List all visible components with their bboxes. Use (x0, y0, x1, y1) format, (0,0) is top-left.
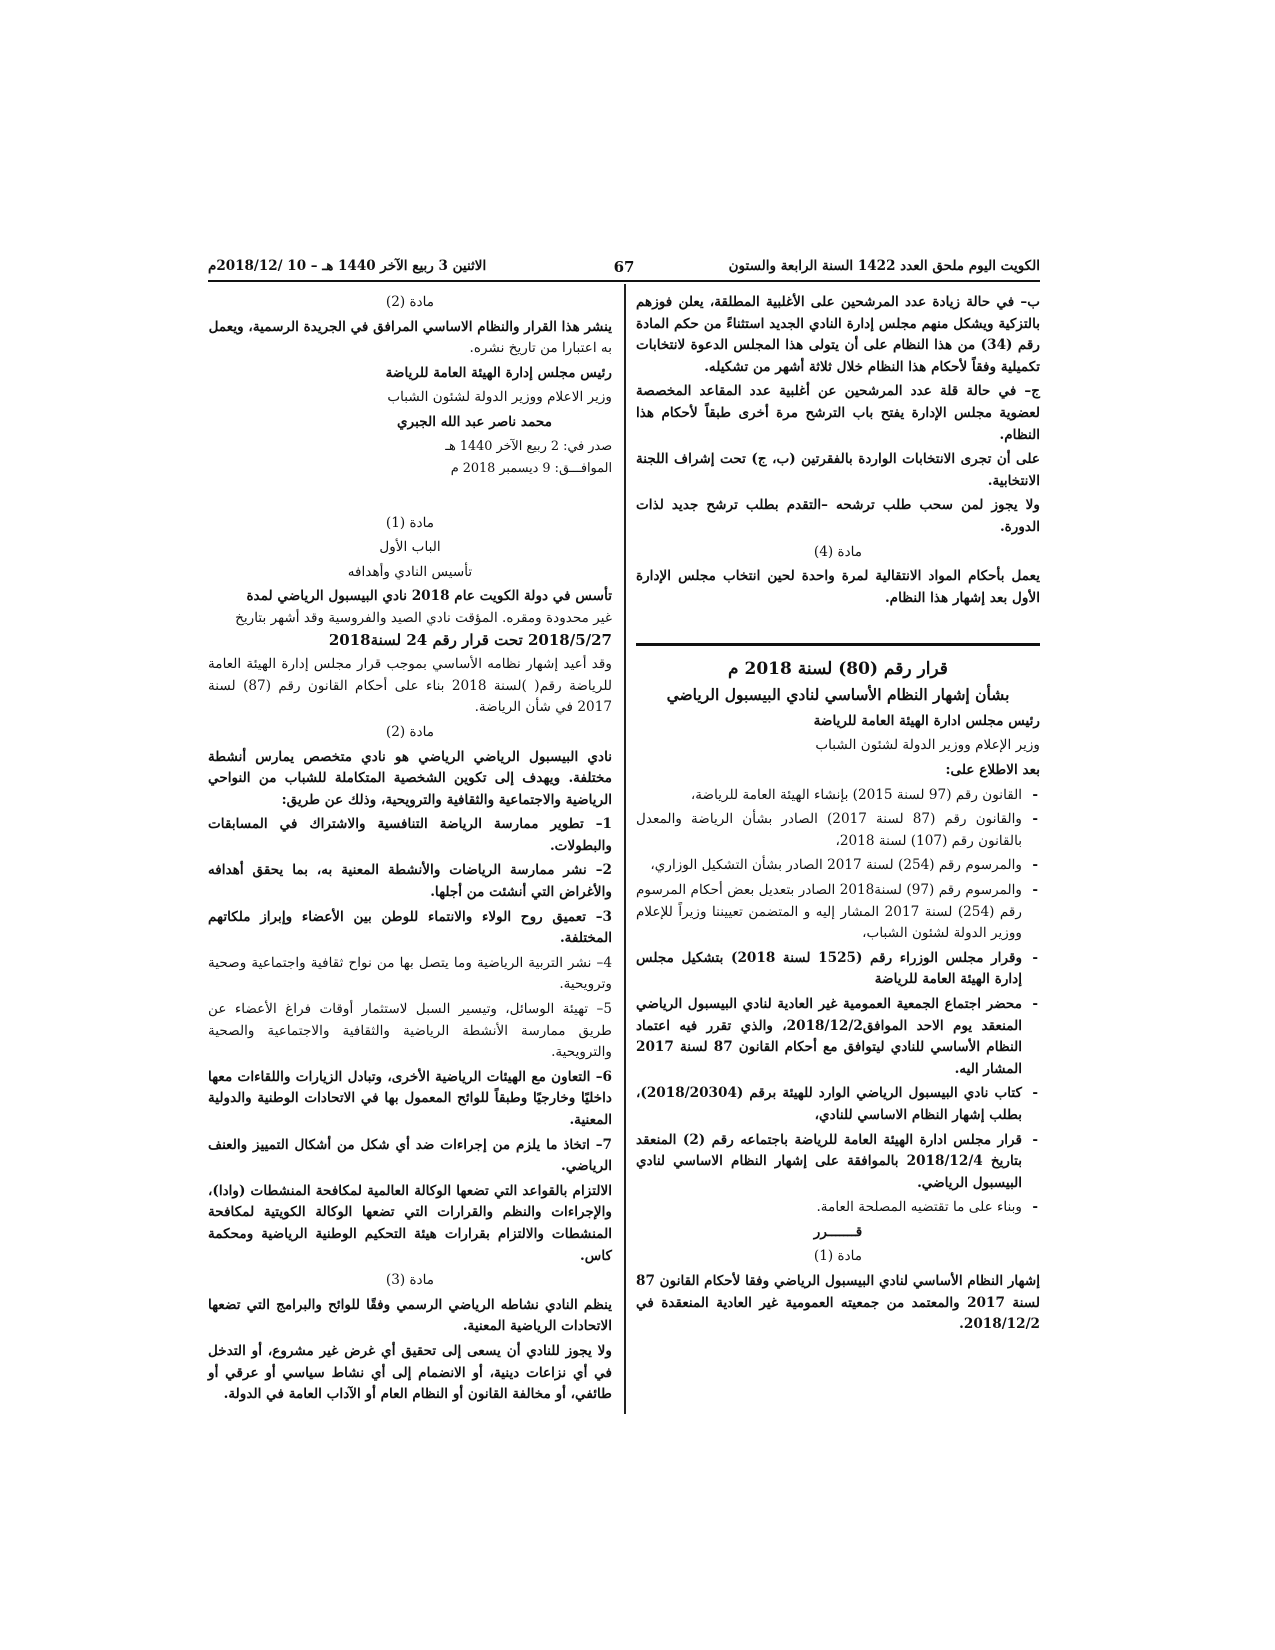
signatory-title-2: وزير الاعلام ووزير الدولة لشئون الشباب (387, 389, 612, 406)
decree-article-2-title: مادة (2) (385, 294, 435, 310)
founding-date: 2018/5/27 تحت قرار رقم 24 لسنة2018 (328, 630, 612, 649)
withdraw-rule: ولا يجوز لمن سحب طلب ترشحه –التقدم بطلب ترشح جديد لذات الدورة. (636, 497, 1040, 535)
review-item: - كتاب نادي البيسبول الرياضي الوارد للهيئة برقم (2018/20304)، بطلب إشهار النظام الاساسي للنادي، (636, 1083, 1040, 1126)
goal-item: 6– التعاون مع الهيئات الرياضية الأخرى، وتبادل الزيارات واللقاءات معها داخليًا وخارجيًا وطبقاً للوائح المعمول بها في الاتحادات الوطنية والدولية المعنية. (208, 1068, 612, 1128)
review-item: - والمرسوم رقم (97) لسنة2018 الصادر بتعديل بعض أحكام المرسوم رقم (254) لسنة 2017 المشار إليه و المتضمن تعييننا وزيراً للإعلام ووزير الدولة لشئون الشباب، (636, 880, 1040, 945)
article-3-paragraph-2: ولا يجوز للنادي أن يسعى إلى تحقيق أي غرض غير مشروع، أو التدخل في أي نزاعات دينية، أو الانضمام إلى أي نشاط سياسي أو عرقي أو طائفي، أو مخالفة القانون أو النظام العام أو الآداب العامة في الدولة. (208, 1342, 612, 1403)
clause-b: ب– في حالة زيادة عدد المرشحين على الأغلبية المطلقة، يعلن فوزهم بالتزكية ويشكل منهم مجلس إدارة النادي الجديد استثناءً من حكم المادة رقم (34) من هذا النظام على أن يتولى هذا المجلس الدعوة لانتخابات تكميلية وفقاً لأحكام هذا النظام خلال ثلاثة أشهر من تشكيله. (636, 294, 1040, 375)
corresponding-date: الموافـــق: 9 ديسمبر 2018 م (450, 460, 612, 476)
founding-text-bold: تأسس في دولة الكويت عام 2018 نادي البيسبول الرياضي لمدة (246, 588, 612, 605)
issuer-line-2: وزير الإعلام ووزير الدولة لشئون الشباب (815, 737, 1040, 754)
review-item: - القانون رقم (97 لسنة 2015) بإنشاء الهيئة العامة للرياضة، (636, 785, 1040, 807)
issued-date: صدر في: 2 ربيع الآخر 1440 هـ (445, 438, 612, 454)
article-3-paragraph-1: ينظم النادي نشاطه الرياضي الرسمي وفقًا للوائح والبرامج التي تضعها الاتحادات الرياضية المعنية. (208, 1296, 612, 1335)
article-4-title: مادة (4) (813, 543, 863, 560)
goal-item: 5– تهيئة الوسائل، وتيسير السبل لاستثمار أوقات فراغ الأعضاء عن طريق ممارسة الأنشطة الرياضية والثقافية والاجتماعية والصحية والترويحية. (208, 1001, 612, 1061)
goal-item: 1– تطوير ممارسة الرياضة التنافسية والاشتراك في المسابقات والبطولات. (208, 816, 612, 854)
elections-supervision: على أن تجرى الانتخابات الواردة بالفقرتين (ب، ج) تحت إشراف اللجنة الانتخابية. (636, 451, 1040, 489)
decree-article-1-text: إشهار النظام الأساسي لنادي البيسبول الرياضي وفقا لأحكام القانون 87 لسنة 2017 والمعتمد من جمعيته العمومية غير العادية المنعقدة في 2018/12/2. (636, 1273, 1040, 1333)
decree-title: قرار رقم (80) لسنة 2018 م (728, 658, 948, 679)
chapter-heading: الباب الأول (379, 539, 441, 556)
club-definition: نادي البيسبول الرياضي الرياضي هو نادي متخصص يمارس أنشطة مختلفة. ويهدف إلى تكوين الشخصية المتكاملة للشباب من النواحي الرياضية والاجتماعية والثقافية والترويحية، وذلك عن طريق: (208, 748, 612, 808)
decree-subtitle: بشأن إشهار النظام الأساسي لنادي البيسبول الرياضي (666, 684, 1010, 704)
system-article-1-title: مادة (1) (385, 514, 435, 531)
review-item: - والقانون رقم (87 لسنة 2017) الصادر بشأن الرياضة والمعدل بالقانون رقم (107) لسنة 2018، (636, 809, 1040, 852)
goal-item: 4– نشر التربية الرياضية وما يتصل بها من نواح ثقافية واجتماعية وصحية وترويحية. (208, 954, 612, 993)
goal-item: 7– اتخاذ ما يلزم من إجراءات ضد أي شكل من أشكال التمييز والعنف الرياضي. (208, 1136, 612, 1175)
founding-text: غير محدودة ومقره. المؤقت نادي الصيد والفروسية وقد أشهر بتاريخ (235, 609, 612, 626)
commitment-text: الالتزام بالقواعد التي تضعها الوكالة العالمية لمكافحة المنشطات (وادا)، والإجراءات والنظم والقرارات التي تضعها الوكالة الكويتية لمكافحة المنشطات والالتزام بقرارات هيئة التحكيم الوطنية الرياضية ومحكمة كاس. (208, 1182, 612, 1264)
column-divider (624, 284, 626, 1414)
republish-text: وقد أعيد إشهار نظامه الأساسي بموجب قرار مجلس إدارة الهيئة العامة للرياضة رقم( )لسنة 2018 بناء على أحكام القانون رقم (87) لسنة 2017 في شأن الرياضة. (208, 656, 612, 716)
publication-text-bold: ينشر هذا القرار والنظام الاساسي المرافق في الجريدة الرسمية، ويعمل (208, 318, 612, 335)
system-article-3-title: مادة (3) (385, 1272, 435, 1289)
decree-article-1-title: مادة (1) (813, 1248, 863, 1265)
after-review: بعد الاطلاع على: (945, 762, 1040, 778)
goal-item: 3– تعميق روح الولاء والانتماء للوطن بين الأعضاء وإبراز ملكاتهم المختلفة. (208, 908, 612, 947)
signatory-title-1: رئيس مجلس إدارة الهيئة العامة للرياضة (385, 364, 612, 381)
decree-separator (636, 643, 1040, 646)
review-item: - والمرسوم رقم (254) لسنة 2017 الصادر بشأن التشكيل الوزاري، (636, 855, 1040, 877)
system-article-2-title: مادة (2) (385, 723, 435, 740)
chapter-title: تأسيس النادي وأهدافه (347, 563, 473, 580)
issue-date: الاثنين 3 ربيع الآخر 1440 هـ – 10 /2018/12م (208, 258, 487, 274)
review-item: - قرار مجلس ادارة الهيئة العامة للرياضة باجتماعه رقم (2) المنعقد بتاريخ 2018/12/4 بالموافقة على إشهار النظام الاساسي لنادي البيسبول الرياضي. (636, 1130, 1040, 1195)
gazette-issue: الكويت اليوم ملحق العدد 1422 السنة الرابعة والستون (728, 258, 1040, 274)
clause-c: ج– في حالة قلة عدد المرشحين عن أغلبية عدد المقاعد المخصصة لعضوية مجلس الإدارة يفتح باب الترشح مرة أخرى طبقاً لأحكام هذا النظام. (636, 383, 1040, 443)
left-column (208, 292, 612, 1409)
review-item: - محضر اجتماع الجمعية العمومية غير العادية لنادي البيسبول الرياضي المنعقد يوم الاحد الموافق2018/12/2، والذي تقرر فيه اعتماد النظام الأساسي للنادي ليتوافق مع أحكام القانون 87 لسنة 2017 المشار اليه. (636, 994, 1040, 1080)
right-column (636, 292, 1040, 1339)
publication-text: به اعتبارا من تاريخ نشره. (469, 340, 612, 357)
goal-item: 2– نشر ممارسة الرياضات والأنشطة المعنية به، بما يحقق أهدافه والأغراض التي أنشئت من أجلها. (208, 862, 612, 901)
issuer-line-1: رئيس مجلس ادارة الهيئة العامة للرياضة (813, 712, 1040, 729)
review-item: - وبناء على ما تقتضيه المصلحة العامة. (636, 1197, 1040, 1219)
signatory-name: محمد ناصر عبد الله الجبري (397, 413, 552, 430)
page-number: 67 (613, 258, 635, 276)
review-item: - وقرار مجلس الوزراء رقم (1525 لسنة 2018) بتشكيل مجلس إدارة الهيئة العامة للرياضة (636, 948, 1040, 991)
page-header (208, 258, 1040, 282)
spacer (208, 481, 612, 513)
decides-heading: قـــــــرر (813, 1223, 863, 1240)
article-4-text: يعمل بأحكام المواد الانتقالية لمرة واحدة لحين انتخاب مجلس الإدارة الأول بعد إشهار هذا النظام. (636, 568, 1040, 606)
